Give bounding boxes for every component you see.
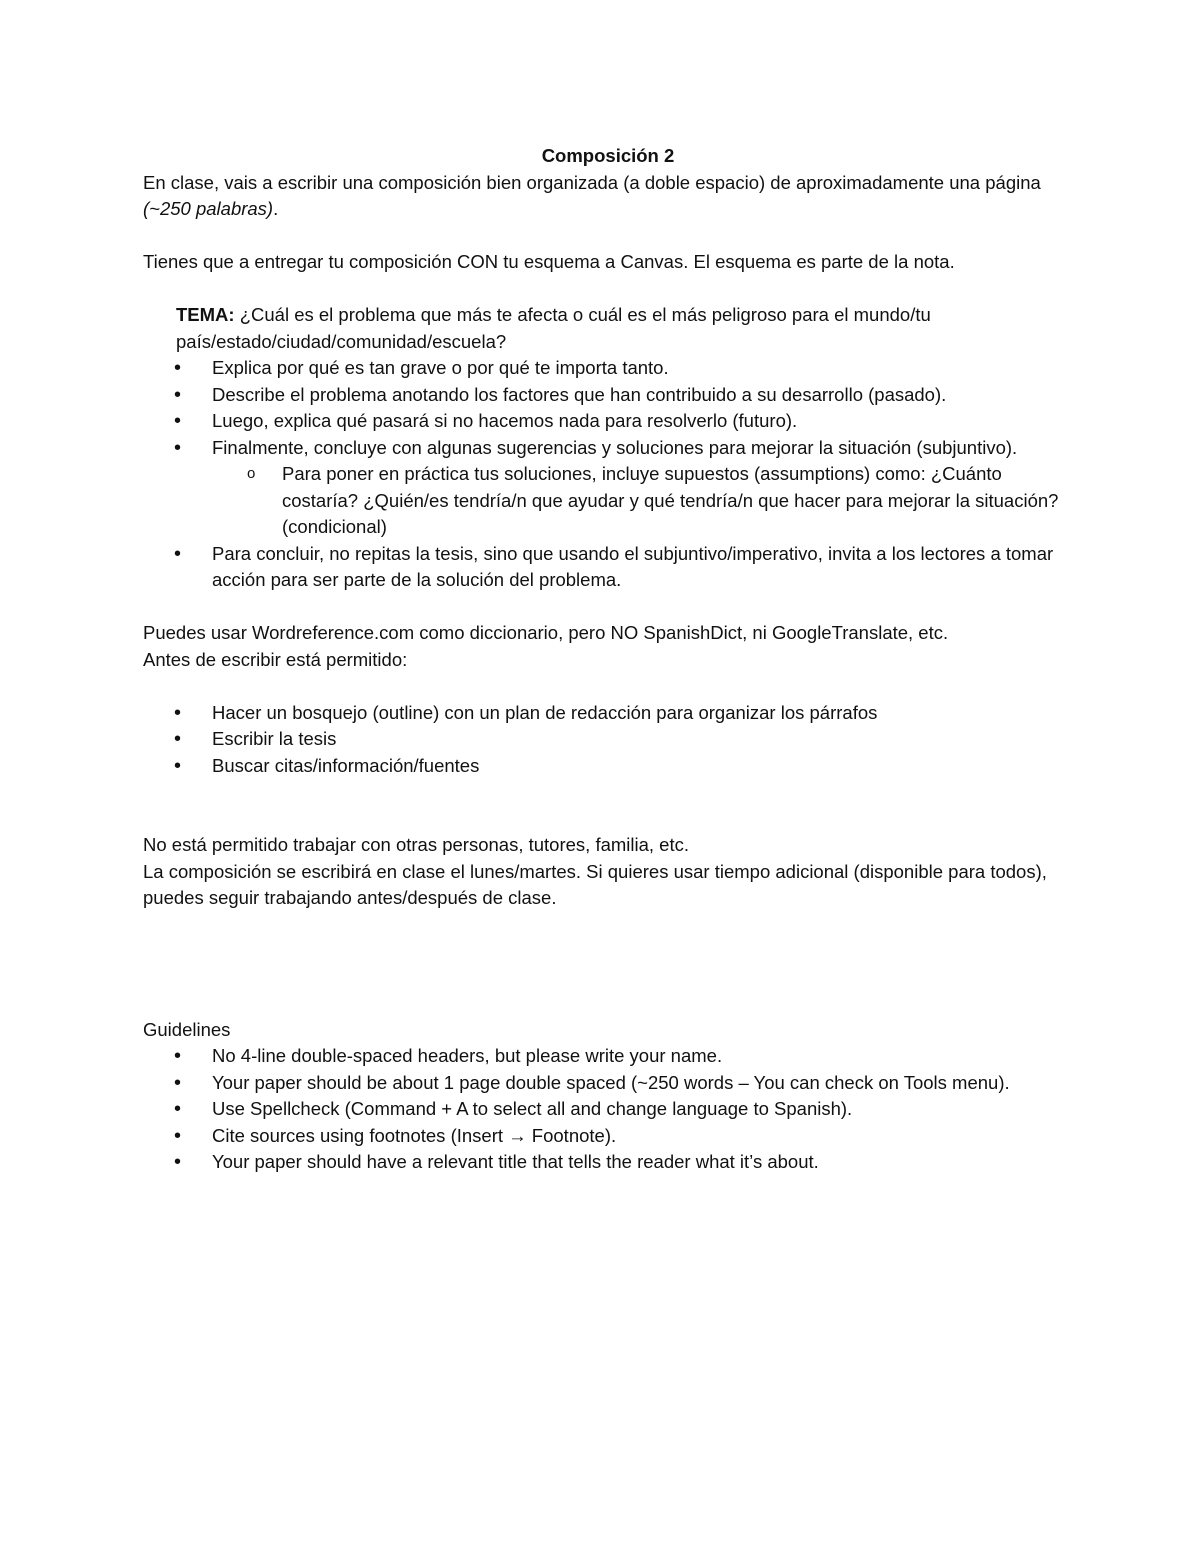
rules-line: No está permitido trabajar con otras personas, tutores, familia, etc. <box>143 834 690 855</box>
list-item <box>212 435 1073 541</box>
document-title: Composición 2 <box>541 145 675 166</box>
list-item: • Your paper should be about 1 page double spaced (~250 words – You can check on Tools menu). <box>212 1070 1073 1097</box>
list-item: • Luego, explica qué pasará si no hacemos nada para resolverlo (futuro). <box>212 408 1073 435</box>
allowed-bullet-list <box>143 700 1073 780</box>
spacer <box>143 673 1073 700</box>
list-item-text: Finalmente, concluye con algunas sugerencias y soluciones para mejorar la situación (subjuntivo). <box>212 436 1018 458</box>
tema-label: TEMA: <box>176 304 235 325</box>
cite-text-start: Cite sources using footnotes (Insert <box>212 1124 509 1146</box>
list-item: • Explica por qué es tan grave o por qué te importa tanto. <box>212 355 1073 382</box>
spacer <box>143 276 1073 303</box>
intro-end: . <box>273 198 279 219</box>
tema-bullet-list <box>143 355 1073 594</box>
guidelines-heading: Guidelines <box>143 1018 231 1040</box>
list-item: • Buscar citas/información/fuentes <box>212 753 1073 780</box>
list-item: • Describe el problema anotando los factores que han contribuido a su desarrollo (pasado). <box>212 382 1073 409</box>
right-arrow-icon: → <box>508 1124 527 1146</box>
tema-paragraph <box>143 302 1073 355</box>
spacer <box>143 223 1073 250</box>
guidelines-bullet-list <box>143 1043 1073 1176</box>
sub-bullet-list <box>212 461 1073 541</box>
cite-text-end: Footnote). <box>526 1124 617 1146</box>
resources-line: Puedes usar Wordreference.com como diccionario, pero NO SpanishDict, ni GoogleTranslate, etc. <box>143 622 949 643</box>
submit-note: Tienes que a entregar tu composición CON tu esquema a Canvas. El esquema es parte de la nota. <box>143 251 955 272</box>
spacer <box>143 912 1073 1017</box>
intro-paragraph <box>143 170 1073 223</box>
spacer <box>143 594 1073 621</box>
document-page <box>143 143 1073 1176</box>
rules-paragraph: La composición se escribirá en clase el lunes/martes. Si quieres usar tiempo adicional (disponible para todos), puedes seguir trabajando antes/después de clase. <box>143 860 1047 908</box>
intro-text: En clase, vais a escribir una composición bien organizada (a doble espacio) de aproximadamente una página <box>143 171 1041 193</box>
tema-text: ¿Cuál es el problema que más te afecta o cuál es el más peligroso para el mundo/tu país/estado/ciudad/comunidad/escuela? <box>176 304 931 352</box>
sub-list-item: o Para poner en práctica tus soluciones, incluye supuestos (assumptions) como: ¿Cuánto costaría? ¿Quién/es tendría/n que ayudar y qué tendría/n que hacer para mejorar la situación? (condicional) <box>282 461 1073 541</box>
list-item: • Your paper should have a relevant title that tells the reader what it’s about. <box>212 1149 1073 1176</box>
spacer <box>143 779 1073 832</box>
list-item: • Para concluir, no repitas la tesis, sino que usando el subjuntivo/imperativo, invita a los lectores a tomar acción para ser parte de la solución del problema. <box>212 541 1073 594</box>
list-item <box>212 1123 1073 1150</box>
resources-intro: Antes de escribir está permitido: <box>143 648 408 670</box>
list-item: • Hacer un bosquejo (outline) con un plan de redacción para organizar los párrafos <box>212 700 1073 727</box>
intro-word-count: (~250 palabras) <box>143 198 274 219</box>
list-item: • Use Spellcheck (Command + A to select all and change language to Spanish). <box>212 1096 1073 1123</box>
list-item: • Escribir la tesis <box>212 726 1073 753</box>
list-item: • No 4-line double-spaced headers, but please write your name. <box>212 1043 1073 1070</box>
